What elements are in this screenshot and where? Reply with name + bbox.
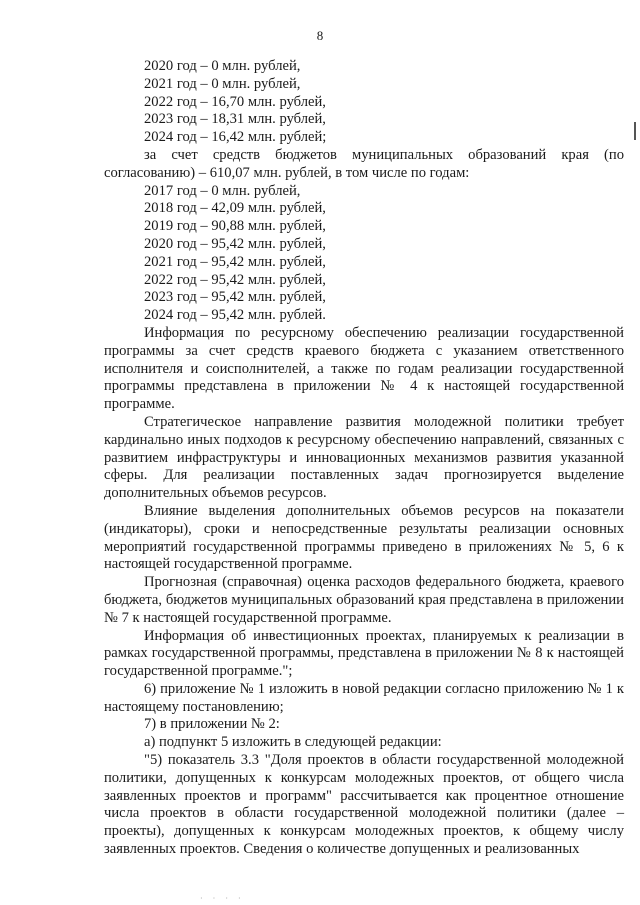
budget-line: 2021 год – 0 млн. рублей, xyxy=(144,75,301,92)
paragraph-item-7: 7) в приложении № 2: xyxy=(144,716,280,733)
paragraph-item-6: 6) приложение № 1 изложить в новой редакции согласно приложению № 1 к настоящему постановлению; xyxy=(104,680,624,715)
budget-line: 2019 год – 90,88 млн. рублей, xyxy=(144,218,326,235)
paragraph-strategy: Стратегическое направление развития молодежной политики требует кардинально иных подходов к ресурсному обеспечению направлений, связанных с развитием инфраструктуры и инновационных механизмов развития указанной сферы. Для реализации поставленных задач прогнозируется выделение дополнительных объемов ресурсов. xyxy=(104,413,624,502)
budget-line: 2018 год – 42,09 млн. рублей, xyxy=(144,200,326,217)
scan-mark xyxy=(634,122,636,140)
budget-line: 2024 год – 16,42 млн. рублей; xyxy=(144,129,327,146)
budget-line: 2023 год – 95,42 млн. рублей, xyxy=(144,289,326,306)
paragraph-additional-resources: Влияние выделения дополнительных объемов ресурсов на показатели (индикаторы), сроки и непосредственные результаты реализации основных мероприятий государственной программы приведено в приложениях № 5, 6 к настоящей государственной программе. xyxy=(104,502,624,573)
paragraph-forecast: Прогнозная (справочная) оценка расходов федерального бюджета, краевого бюджета, бюджетов муниципальных образований края представлена в приложении № 7 к настоящей государственной программе. xyxy=(104,574,624,626)
document-body xyxy=(104,58,624,859)
budget-line: 2017 год – 0 млн. рублей, xyxy=(144,182,301,199)
scan-artifact: · · · · xyxy=(200,894,245,903)
page-number: 8 xyxy=(316,28,324,43)
paragraph-resource-info: Информация по ресурсному обеспечению реализации государственной программы за счет средств краевого бюджета с указанием ответственного исполнителя и соисполнителей, а также по годам реализации государственной программы представлена в приложении № 4 к настоящей государственной программе. xyxy=(104,324,624,413)
budget-line: 2023 год – 18,31 млн. рублей, xyxy=(144,111,326,128)
municipal-intro: за счет средств бюджетов муниципальных образований края (по согласованию) – 610,07 млн. рублей, в том числе по годам: xyxy=(104,146,624,181)
budget-line: 2020 год – 95,42 млн. рублей, xyxy=(144,235,326,252)
budget-line: 2022 год – 95,42 млн. рублей, xyxy=(144,271,326,288)
paragraph-indicator-3-3: "5) показатель 3.3 "Доля проектов в области государственной молодежной политики, допущенных к конкурсам молодежных проектов, от общего числа заявленных проектов и программ" рассчитывается как процентное отношение числа проектов в области государственной молодежной политики (далее – проекты), допущенных к конкурсам молодежных проектов, к общему числу заявленных проектов. Сведения о количестве допущенных и реализованных xyxy=(104,752,624,858)
budget-line: 2020 год – 0 млн. рублей, xyxy=(144,58,301,74)
paragraph-item-7a: а) подпункт 5 изложить в следующей редакции: xyxy=(144,734,442,751)
paragraph-investment: Информация об инвестиционных проектах, планируемых к реализации в рамках государственной программы, представлена в приложении № 8 к настоящей государственной программе."; xyxy=(104,627,624,680)
budget-line: 2022 год – 16,70 млн. рублей, xyxy=(144,93,326,110)
budget-line: 2021 год – 95,42 млн. рублей, xyxy=(144,253,326,270)
budget-line: 2024 год – 95,42 млн. рублей. xyxy=(144,307,326,324)
